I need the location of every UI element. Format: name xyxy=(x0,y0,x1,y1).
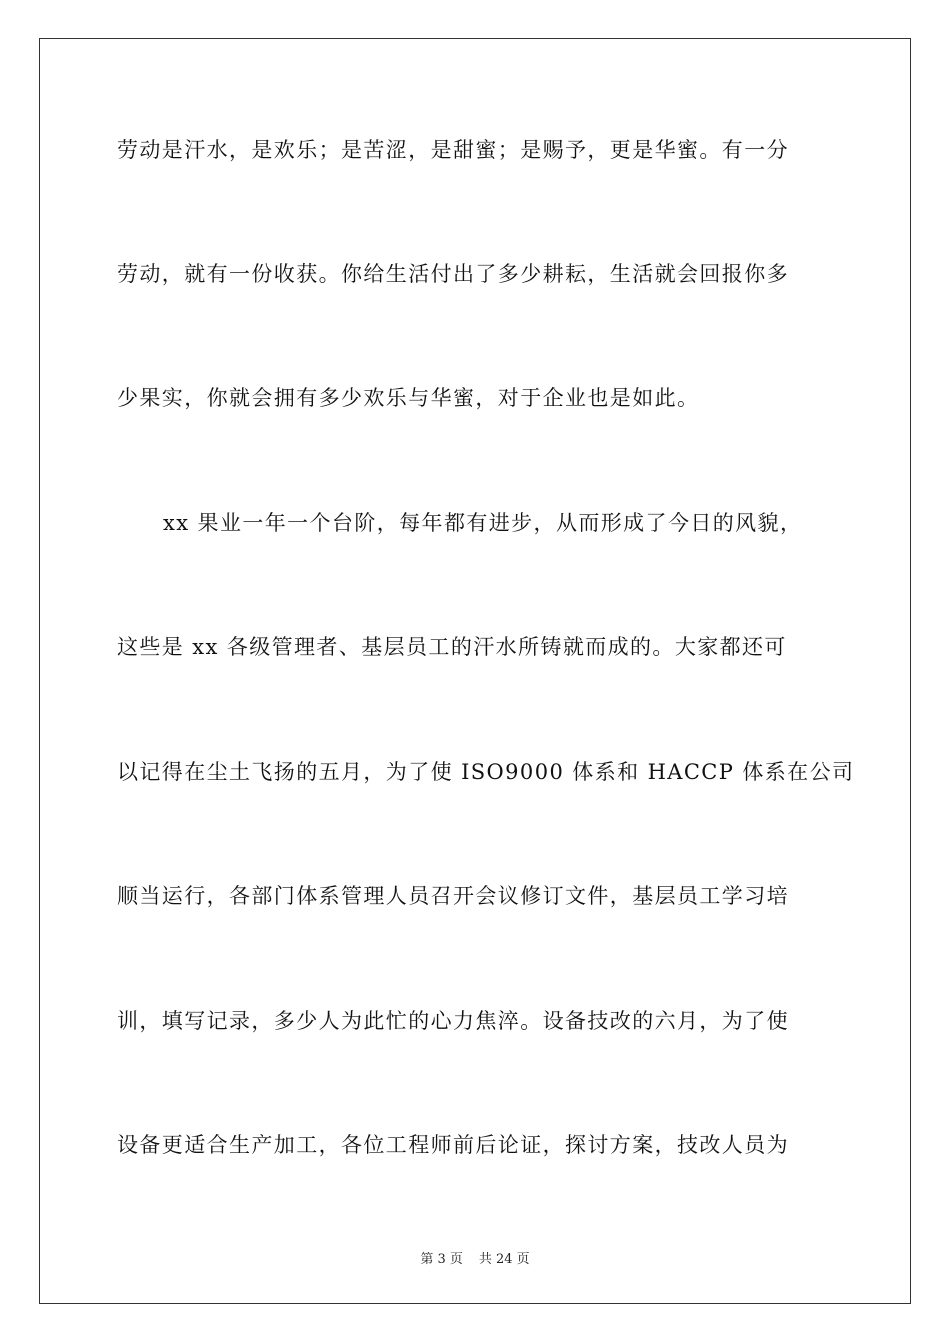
paragraph-line: xx 果业一年一个台阶，每年都有进步，从而形成了今日的风貌， xyxy=(163,511,803,535)
page-footer xyxy=(0,1248,950,1267)
paragraph-line: 少果实，你就会拥有多少欢乐与华蜜，对于企业也是如此。 xyxy=(117,386,700,410)
paragraph-line: 顺当运行，各部门体系管理人员召开会议修订文件，基层员工学习培 xyxy=(117,884,789,908)
paragraph-line: 训，填写记录，多少人为此忙的心力焦淬。设备技改的六月，为了使 xyxy=(117,1009,789,1033)
page-total: 共 24 页 xyxy=(478,1252,530,1267)
page-number: 第 3 页 xyxy=(420,1252,463,1267)
paragraph-line: 劳动，就有一份收获。你给生活付出了多少耕耘，生活就会回报你多 xyxy=(117,262,789,286)
paragraph-line: 这些是 xx 各级管理者、基层员工的汗水所铸就而成的。大家都还可 xyxy=(117,635,787,659)
paragraph-line: 设备更适合生产加工，各位工程师前后论证，探讨方案，技改人员为 xyxy=(117,1133,789,1157)
page-border xyxy=(39,38,911,1304)
paragraph-line: 劳动是汗水，是欢乐；是苦涩，是甜蜜；是赐予，更是华蜜。有一分 xyxy=(117,138,789,162)
paragraph-line: 以记得在尘土飞扬的五月，为了使 ISO9000 体系和 HACCP 体系在公司 xyxy=(117,760,855,784)
